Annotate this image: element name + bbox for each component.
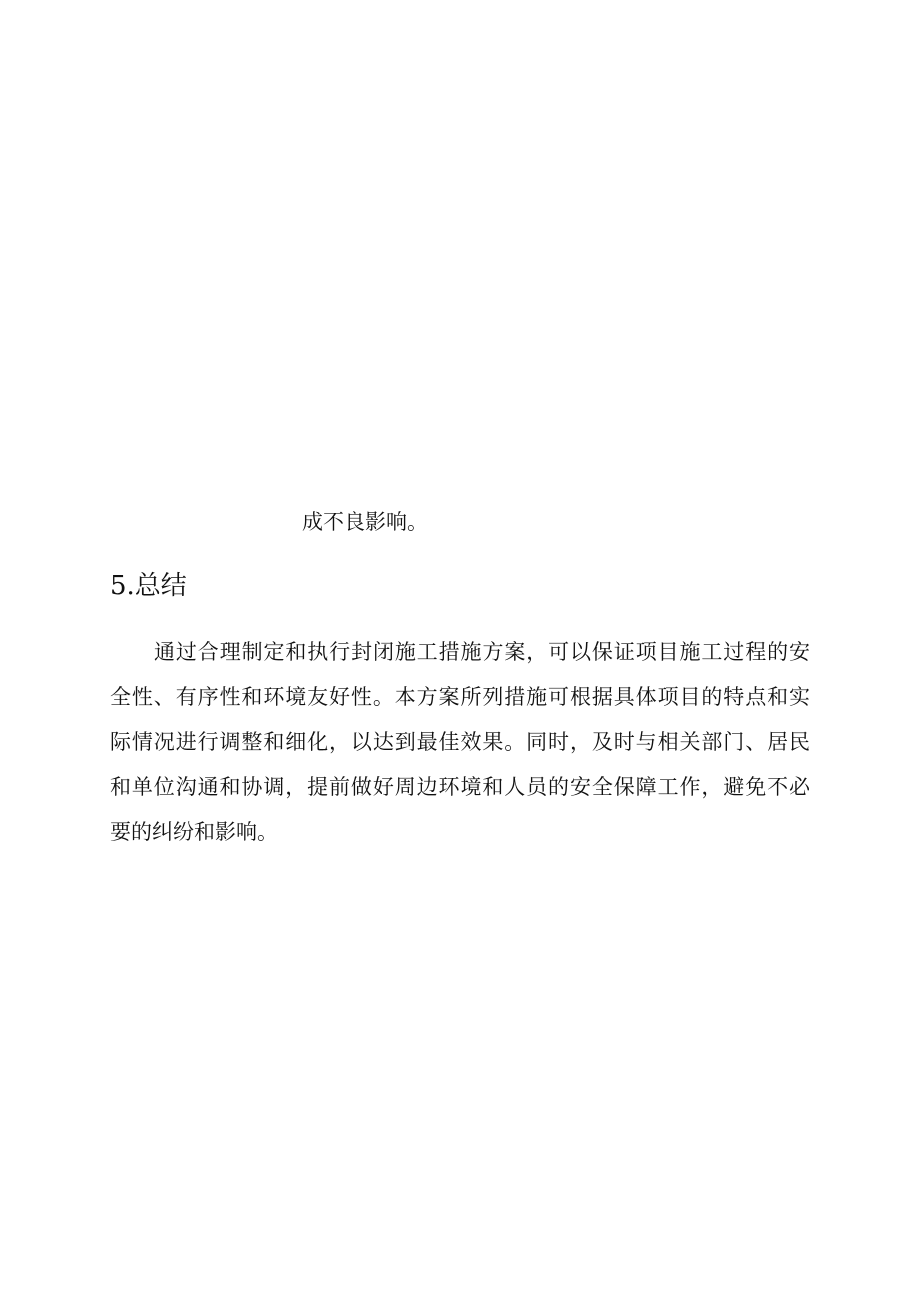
paragraph-line: 和单位沟通和协调，提前做好周边环境和人员的安全保障工作，避免不必 bbox=[110, 775, 810, 799]
paragraph-line: 通过合理制定和执行封闭施工措施方案，可以保证项目施工过程的安 bbox=[154, 640, 810, 664]
carryover-text: 成不良影响。 bbox=[302, 510, 428, 534]
paragraph-line: 全性、有序性和环境友好性。本方案所列措施可根据具体项目的特点和实 bbox=[110, 685, 810, 709]
section-heading: 5.总结 bbox=[110, 571, 187, 601]
summary-paragraph bbox=[110, 630, 810, 855]
paragraph-line: 要的纠纷和影响。 bbox=[110, 820, 278, 844]
paragraph-line: 际情况进行调整和细化，以达到最佳效果。同时，及时与相关部门、居民 bbox=[110, 730, 810, 754]
